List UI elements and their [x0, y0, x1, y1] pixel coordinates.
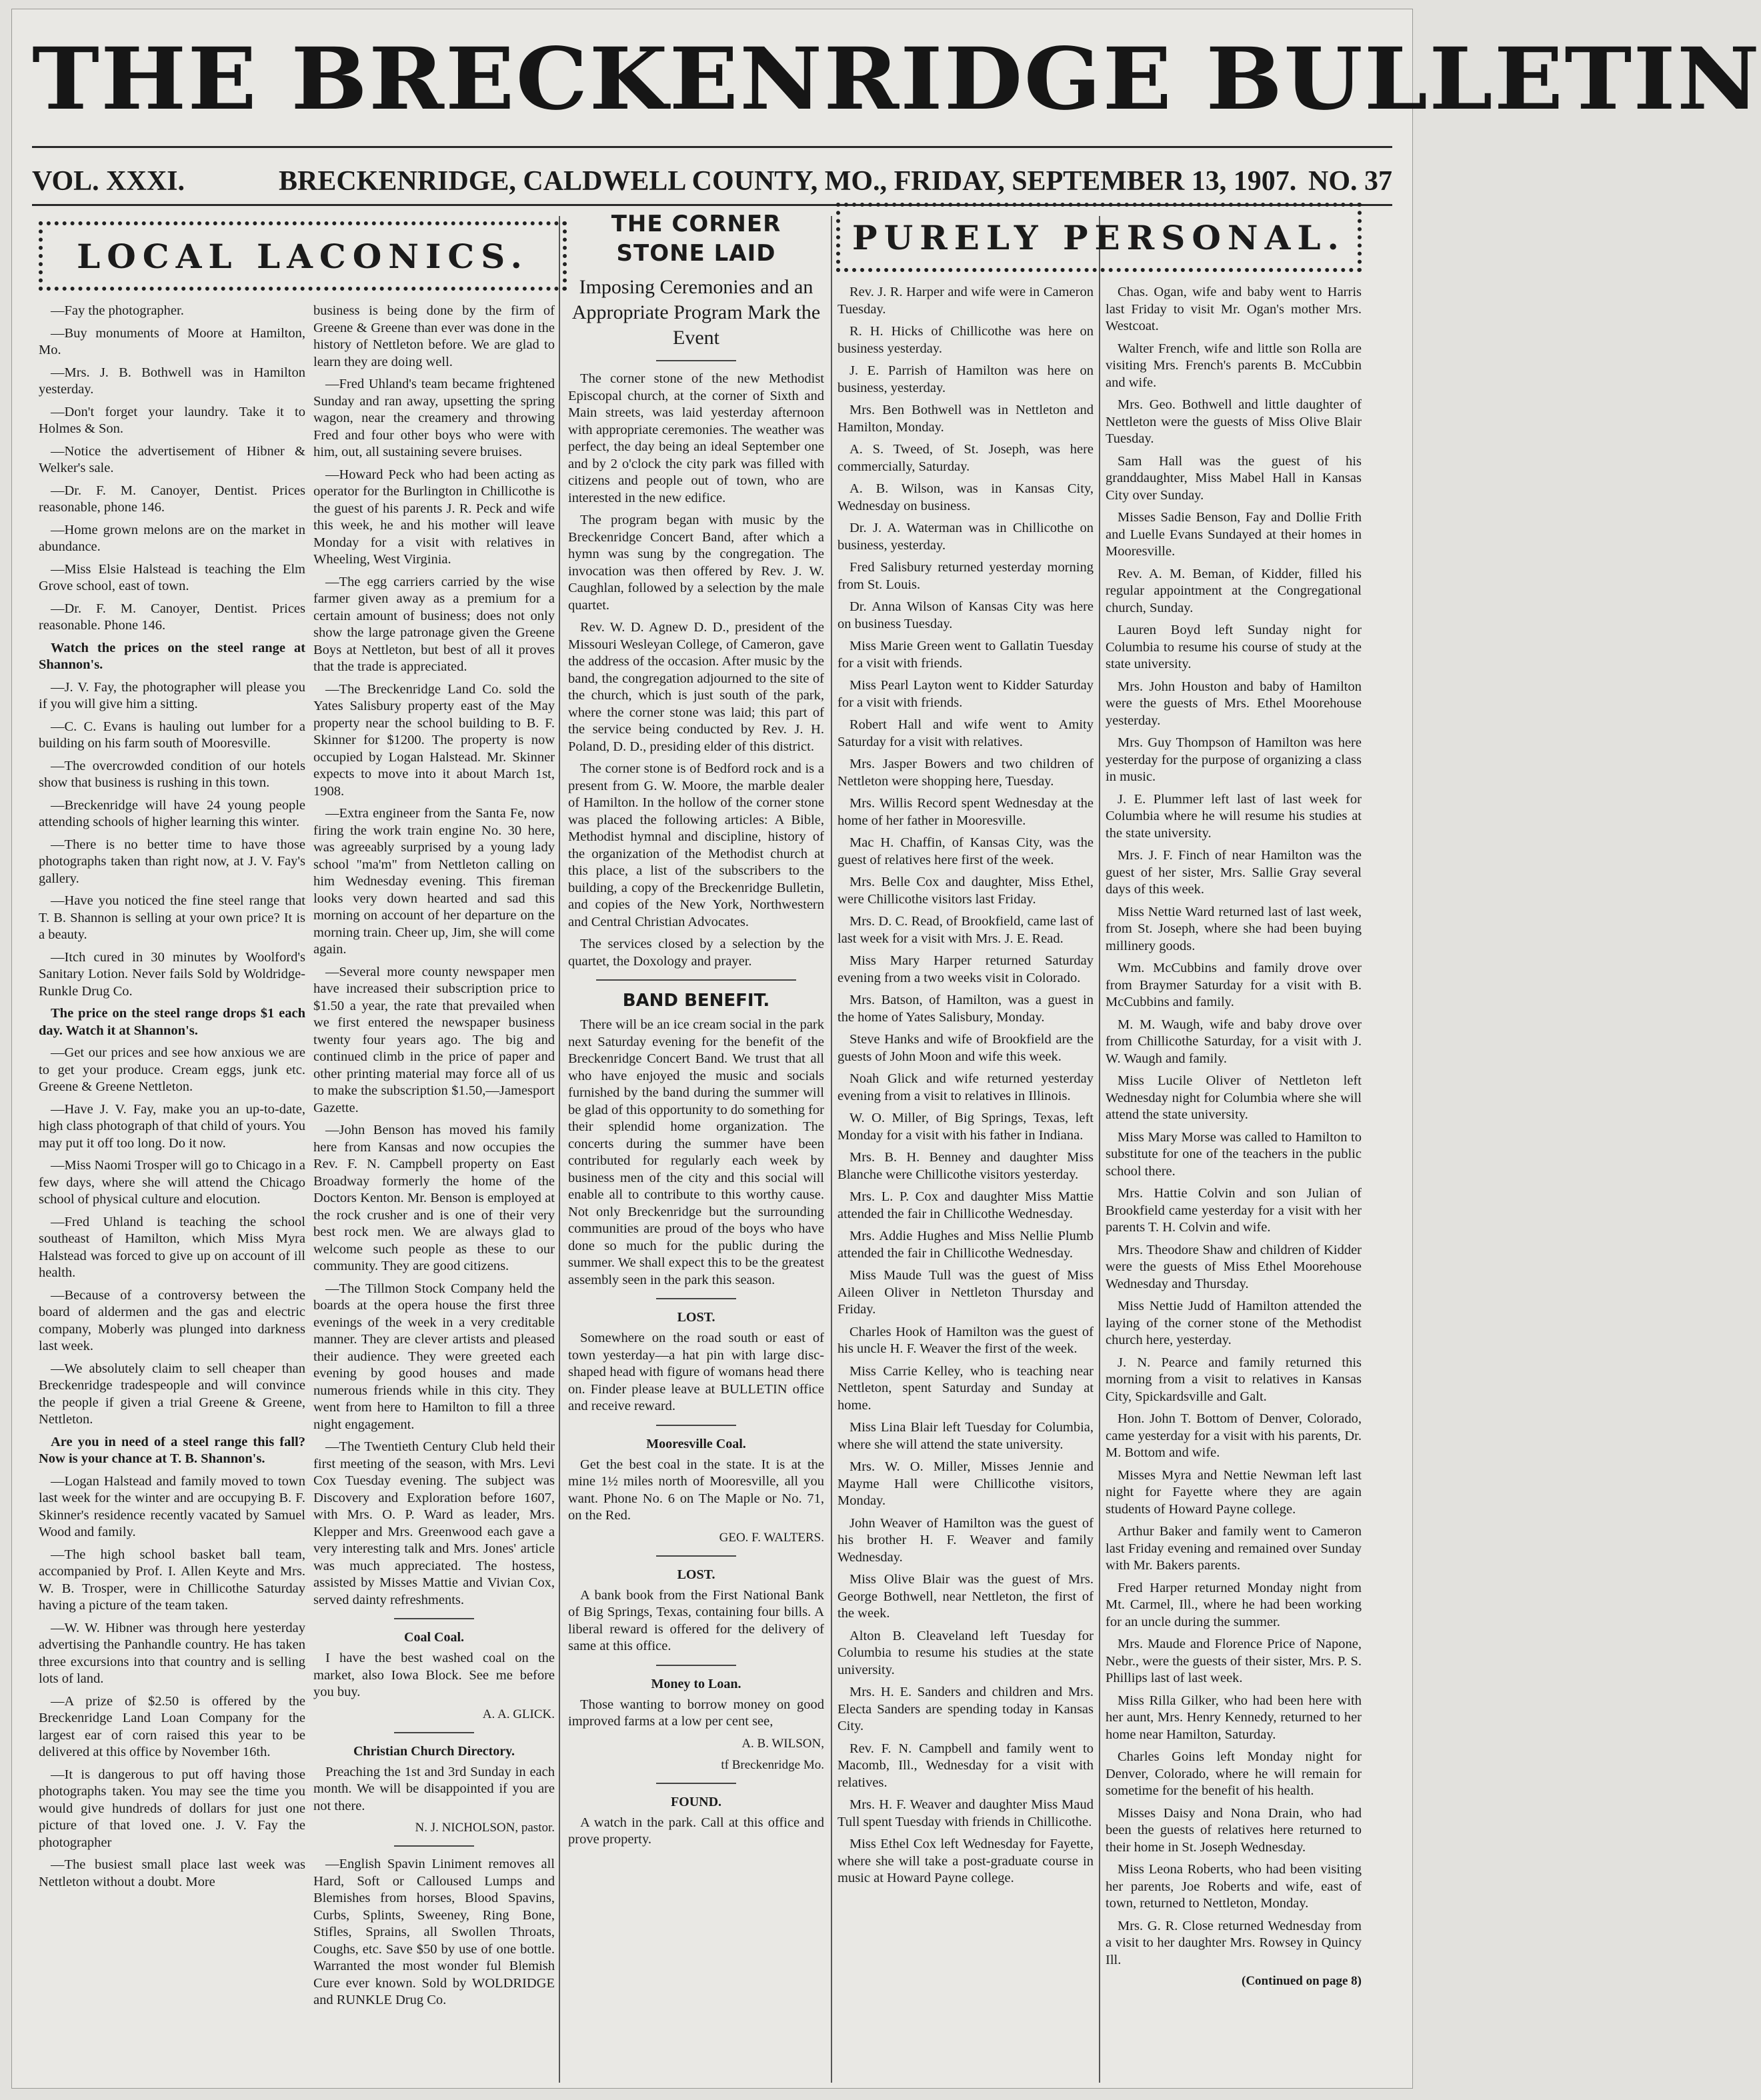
personal-item: Mrs. Jasper Bowers and two children of Nettleton were shopping here, Tuesday. [837, 757, 1094, 789]
personal-item: Wm. McCubbins and family drove over from Braymer Saturday for a visit with B. McCubbins and family. [1106, 961, 1362, 1009]
news-item: —The high school basket ball team, accompanied by Prof. I. Allen Keyte and Mrs. W. B. Trosper, were in Chillicothe Saturday having a picture of the team taken. [39, 1547, 305, 1613]
personal-item: Mrs. W. O. Miller, Misses Jennie and Mayme Hall were Chillicothe visitors, Monday. [837, 1459, 1094, 1508]
personal-item: Miss Pearl Layton went to Kidder Saturday for a visit with friends. [837, 678, 1094, 710]
column-local-laconics-1 [39, 303, 305, 2076]
personal-item: Fred Harper returned Monday night from Mt. Carmel, Ill., where he had been working for an uncle during the summer. [1106, 1580, 1362, 1629]
money-to-loan-heading: Money to Loan. [651, 1676, 741, 1691]
corner-stone-deck: Imposing Ceremonies and an Appropriate Program Mark the Event [571, 276, 821, 349]
news-item: —Home grown melons are on the market in abundance. [39, 522, 305, 554]
divider [656, 360, 736, 361]
column-rule [831, 216, 832, 2083]
news-item: —It is dangerous to put off having those photographs taken. You may see the time you would give hundreds of dollars for just one picture of that loved one. J. V. Fay the photographer [39, 1767, 305, 1850]
shannon-ad: The price on the steel range drops $1 each day. Watch it at Shannon's. [39, 1006, 305, 1038]
personal-item: M. M. Waugh, wife and baby drove over from Chillicothe Saturday, for a visit with J. W. Waugh and family. [1106, 1017, 1362, 1066]
lost-text: A bank book from the First National Bank of Big Springs, Texas, containing four bills. A liberal reward is offered for the delivery of same at this office. [568, 1587, 824, 1653]
personal-item: Walter French, wife and little son Rolla are visiting Mrs. French's parents B. McCubbin and wife. [1106, 341, 1362, 390]
divider [394, 1618, 474, 1619]
personal-item: Robert Hall and wife went to Amity Saturday for a visit with relatives. [837, 717, 1094, 749]
news-item: —The overcrowded condition of our hotels show that business is rushing in this town. [39, 758, 305, 790]
personal-item: Mrs. Maude and Florence Price of Napone, Nebr., were the guests of their sister, Mrs. P. S. Phillips last of last week. [1106, 1637, 1362, 1685]
personal-item: Sam Hall was the guest of his granddaughter, Miss Mabel Hall in Kansas City over Sunday. [1106, 453, 1362, 503]
personal-item: Hon. John T. Bottom of Denver, Colorado, came yesterday for a visit with his parents, Dr. M. Bottom and wife. [1106, 1411, 1362, 1460]
personal-item: W. O. Miller, of Big Springs, Texas, left Monday for a visit with his father in Indiana. [837, 1111, 1094, 1143]
personal-item: Dr. Anna Wilson of Kansas City was here on business Tuesday. [837, 599, 1094, 631]
article-paragraph: The corner stone of the new Methodist Episcopal church, at the corner of Sixth and Main streets, was laid yesterday afternoon with appropriate ceremonies. The weather was perfect, the day being an ideal September one and by 2 o'clock the city park was filled with citizens and people out of town, who are interested in the new edifice. [568, 371, 824, 505]
personal-item: Misses Daisy and Nona Drain, who had been the guests of relatives here returned to their home in St. Joseph Wednesday. [1106, 1805, 1362, 1855]
personal-item: Mrs. Geo. Bothwell and little daughter of Nettleton were the guests of Miss Olive Blair Tuesday. [1106, 397, 1362, 446]
personal-item: Rev. F. N. Campbell and family went to Macomb, Ill., Wednesday for a visit with relatives. [837, 1741, 1094, 1790]
news-item: —Logan Halstead and family moved to town last week for the winter and are occupying B. F. Skinner's residence recently vacated by Samuel Wood and family. [39, 1473, 305, 1539]
personal-item: Miss Marie Green went to Gallatin Tuesday for a visit with friends. [837, 639, 1094, 671]
personal-item: Miss Lucile Oliver of Nettleton left Wednesday night for Columbia where she will attend the state university. [1106, 1073, 1362, 1122]
news-item: —The busiest small place last week was Nettleton without a doubt. More [39, 1857, 305, 1889]
news-item: —Dr. F. M. Canoyer, Dentist. Prices reasonable, phone 146. [39, 483, 305, 515]
personal-item: Mrs. B. H. Benney and daughter Miss Blanche were Chillicothe visitors yesterday. [837, 1150, 1094, 1182]
mooresville-coal-text: Get the best coal in the state. It is at the mine 1½ miles north of Mooresville, all you want. Phone No. 6 on The Maple or No. 71, on the Red. [568, 1457, 824, 1523]
news-item: —Have J. V. Fay, make you an up-to-date, high class photograph of that child of yours. You may put it off too long. Do it now. [39, 1101, 305, 1151]
personal-item: Lauren Boyd left Sunday night for Columbia to resume his course of study at the state university. [1106, 623, 1362, 671]
mooresville-coal-signature: GEO. F. WALTERS. [719, 1530, 824, 1545]
shannon-ad: Are you in need of a steel range this fall? Now is your chance at T. B. Shannon's. [39, 1434, 305, 1466]
news-item: —Buy monuments of Moore at Hamilton, Mo. [39, 325, 305, 357]
band-benefit-heading: BAND BENEFIT. [622, 991, 770, 1011]
masthead-title: THE BRECKENRIDGE BULLETIN [32, 29, 1761, 129]
news-item: —Have you noticed the fine steel range that T. B. Shannon is selling at your own price? It is a beauty. [39, 893, 305, 942]
news-item: —Mrs. J. B. Bothwell was in Hamilton yesterday. [39, 365, 305, 397]
personal-item: Alton B. Cleaveland left Tuesday for Columbia to resume his studies at the state university. [837, 1628, 1094, 1677]
church-directory-signature: N. J. NICHOLSON, pastor. [415, 1821, 555, 1835]
personal-item: Mrs. Guy Thompson of Hamilton was here yesterday for the purpose of organizing a class in music. [1106, 735, 1362, 784]
found-text: A watch in the park. Call at this office and prove property. [568, 1815, 824, 1847]
personal-item: Fred Salisbury returned yesterday morning from St. Louis. [837, 560, 1094, 592]
issue-number: NO. 37 [1308, 166, 1392, 197]
news-item: —Miss Elsie Halstead is teaching the Elm Grove school, east of town. [39, 561, 305, 593]
church-directory-heading: Christian Church Directory. [353, 1743, 515, 1759]
personal-item: J. E. Parrish of Hamilton was here on business, yesterday. [837, 363, 1094, 395]
personal-item: Mrs. Ben Bothwell was in Nettleton and Hamilton, Monday. [837, 403, 1094, 435]
news-item: —Because of a controversy between the board of aldermen and the gas and electric company, Moberly was plunged into darkness last week. [39, 1287, 305, 1353]
personal-item: Mac H. Chaffin, of Kansas City, was the guest of relatives here first of the week. [837, 835, 1094, 867]
lost-text: Somewhere on the road south or east of town yesterday—a hat pin with large disc-shaped head with figure of womans head there on. Finder please leave at BULLETIN office and receive reward. [568, 1331, 824, 1413]
article-paragraph: The services closed by a selection by the quartet, the Doxology and prayer. [568, 937, 824, 969]
personal-item: Mrs. H. E. Sanders and children and Mrs. Electa Sanders are spending today in Kansas City. [837, 1685, 1094, 1733]
personal-item: Misses Myra and Nettie Newman left last night for Fayette where they are again students of Howard Payne college. [1106, 1467, 1362, 1517]
news-item: —W. W. Hibner was through here yesterday advertising the Panhandle country. He has taken three excursions into that country and is selling lots of land. [39, 1620, 305, 1686]
news-item: —Breckenridge will have 24 young people attending schools of higher learning this winter. [39, 797, 305, 829]
news-item: —John Benson has moved his family here from Kansas and now occupies the Rev. F. N. Campbell property on East Broadway formerly the home of the Doctors Kenton. Mr. Benson is employed at the rock crusher and is one of their very best rock men. We are always glad to welcome such people as these to our community. They are good citizens. [313, 1123, 555, 1273]
personal-item: Misses Sadie Benson, Fay and Dollie Frith and Luelle Evans Sundayed at their homes in Mooresville. [1106, 510, 1362, 559]
article-paragraph: The corner stone is of Bedford rock and is a present from G. W. Moore, the marble dealer of Hamilton. In the hollow of the corner stone was placed the following articles: A Bible, Methodist hymnal and discipline, history of the organization of the Methodist church at this place, a list of the subscribers to the building, a copy of the Breckenridge Bulletin, and copies of the New York, Northwestern and Central Christian Advocates. [568, 761, 824, 929]
personal-item: Charles Hook of Hamilton was the guest of his uncle H. F. Weaver the first of the week. [837, 1324, 1094, 1356]
personal-item: Miss Leona Roberts, who had been visiting her parents, Joe Roberts and wife, east of town, returned to Nettleton, Monday. [1106, 1862, 1362, 1911]
divider [596, 979, 796, 981]
column-purely-personal-2 [1106, 284, 1362, 2077]
personal-item: Noah Glick and wife returned yesterday evening from a visit to relatives in Illinois. [837, 1071, 1094, 1103]
personal-item: Mrs. Addie Hughes and Miss Nellie Plumb attended the fair in Chillicothe Wednesday. [837, 1229, 1094, 1261]
news-item: —Extra engineer from the Santa Fe, now firing the work train engine No. 30 here, was agreeably surprised by a young lady school "ma'm" from Nettleton calling on him Wednesday evening. This fireman looks very down hearted and sad this morning on account of her departure on the morning train. Cheer up, Jim, she will come again. [313, 806, 555, 957]
column-rule [1099, 216, 1100, 2083]
news-item: business is being done by the firm of Greene & Greene than ever was done in the history of Nettleton before. We are glad to learn they are doing well. [313, 303, 555, 369]
continued-notice: (Continued on page 8) [1242, 1974, 1362, 1988]
personal-item: Mrs. Belle Cox and daughter, Miss Ethel, were Chillicothe visitors last Friday. [837, 875, 1094, 907]
personal-item: Miss Nettie Ward returned last of last week, from St. Joseph, where she had been buying millinery goods. [1106, 904, 1362, 953]
shannon-ad: Watch the prices on the steel range at Shannon's. [39, 640, 305, 672]
personal-item: Miss Rilla Gilker, who had been here with her aunt, Mrs. Henry Kennedy, returned to her home near Hamilton, Saturday. [1106, 1693, 1362, 1742]
personal-item: A. B. Wilson, was in Kansas City, Wednesday on business. [837, 481, 1094, 513]
divider [656, 1783, 736, 1784]
news-item: —J. V. Fay, the photographer will please you if you will give him a sitting. [39, 679, 305, 711]
personal-item: John Weaver of Hamilton was the guest of his brother H. F. Weaver and family Wednesday. [837, 1515, 1094, 1565]
masthead-rule-top [32, 146, 1392, 148]
personal-item: Miss Maude Tull was the guest of Miss Aileen Oliver in Nettleton Thursday and Friday. [837, 1268, 1094, 1317]
column-corner-stone [568, 209, 824, 2076]
personal-item: Rev. J. R. Harper and wife were in Cameron Tuesday. [837, 285, 1094, 317]
news-item: —The Tillmon Stock Company held the boards at the opera house the first three evenings of the week in a very creditable manner. They are clever artists and pleased their audience. They were greeted each evening by good houses and made numerous friends while in this city. They went from here to Hamilton to fill a three night engagement. [313, 1281, 555, 1432]
local-laconics-header: LOCAL LACONICS. [39, 221, 567, 291]
money-to-loan-signature: A. B. WILSON, [741, 1736, 824, 1751]
news-item: —Notice the advertisement of Hibner & Welker's sale. [39, 443, 305, 475]
money-to-loan-text: Those wanting to borrow money on good improved farms at a low per cent see, [568, 1697, 824, 1729]
found-heading: FOUND. [670, 1794, 722, 1809]
news-item: —Fred Uhland is teaching the school southeast of Hamilton, which Miss Myra Halstead was forced to give up on account of ill health. [39, 1214, 305, 1280]
personal-item: Miss Lina Blair left Tuesday for Columbia, where she will attend the state university. [837, 1420, 1094, 1452]
news-item: —Dr. F. M. Canoyer, Dentist. Prices reasonable. Phone 146. [39, 601, 305, 633]
personal-item: Mrs. Hattie Colvin and son Julian of Brookfield came yesterday for a visit with her parents T. H. Colvin and wife. [1106, 1186, 1362, 1235]
article-paragraph: The program began with music by the Breckenridge Concert Band, after which a hymn was sung by the congregation. The invocation was then offered by Rev. J. W. Caughlan, followed by a selection by the male quartet. [568, 513, 824, 613]
divider [656, 1425, 736, 1426]
corner-stone-headline: THE CORNER STONE LAID [611, 211, 781, 267]
mooresville-coal-heading: Mooresville Coal. [646, 1436, 746, 1451]
personal-item: J. E. Plummer left last of last week for Columbia where he will resume his studies at the state university. [1106, 791, 1362, 841]
personal-item: Miss Olive Blair was the guest of Mrs. George Bothwell, near Nettleton, the first of the week. [837, 1572, 1094, 1621]
news-item: —Fred Uhland's team became frightened Sunday and ran away, upsetting the spring wagon, near the creamery and throwing Fred and four other boys who were with him, out, all sustaining severe bruises. [313, 377, 555, 459]
news-item: —Howard Peck who had been acting as operator for the Burlington in Chillicothe is the guest of his parents J. R. Peck and wife this week, he and his mother will leave Monday for a visit with relatives in Wheeling, West Virginia. [313, 467, 555, 567]
personal-item: Steve Hanks and wife of Brookfield are the guests of John Moon and wife this week. [837, 1032, 1094, 1064]
column-purely-personal-1 [837, 284, 1094, 2077]
personal-item: Miss Mary Harper returned Saturday evening from a two weeks visit in Colorado. [837, 953, 1094, 985]
personal-item: Mrs. Theodore Shaw and children of Kidder were the guests of Miss Ethel Moorehouse Wednesday and Thursday. [1106, 1242, 1362, 1291]
personal-item: R. H. Hicks of Chillicothe was here on business yesterday. [837, 324, 1094, 356]
coal-ad-text: I have the best washed coal on the market, also Iowa Block. See me before you buy. [313, 1651, 555, 1699]
personal-item: Mrs. Willis Record spent Wednesday at the home of her father in Mooresville. [837, 796, 1094, 828]
news-item: —Don't forget your laundry. Take it to Holmes & Son. [39, 404, 305, 436]
news-item: —We absolutely claim to sell cheaper than Breckenridge tradespeople and will convince the people if given a trial Greene & Greene, Nettleton. [39, 1361, 305, 1427]
coal-ad-signature: A. A. GLICK. [482, 1707, 555, 1721]
lost-heading: LOST. [677, 1310, 715, 1325]
volume-number: VOL. XXXI. [32, 166, 185, 197]
personal-item: Mrs. H. F. Weaver and daughter Miss Maud Tull spent Tuesday with friends in Chillicothe. [837, 1797, 1094, 1829]
news-item: —A prize of $2.50 is offered by the Breckenridge Land Loan Company for the largest ear of corn raised this year to be delivered at this office by November 16th. [39, 1693, 305, 1759]
news-item: —Several more county newspaper men have increased their subscription price to $1.50 a year, the rate that prevailed when we first entered the newspaper business twenty four years ago. The big and continued climb in the price of paper and other printing material may force all of us to make the subscription $1.50,—Jamesport Gazette. [313, 964, 555, 1115]
band-benefit-text: There will be an ice cream social in the park next Saturday evening for the benefit of the Breckenridge Concert Band. We trust that all who have enjoyed the music and socials furnished by the band during the summer will be glad of this opportunity to do something for their splendid home organization. The concerts during the summer have been contributed for regularly each week by business men of the city and this social will enable all to contribute to this worthy cause. Not only Breckenridge but the surrounding communities are proud of the boys who have done so much for the public during the summer. We shall expect this to be the greatest assembly seen in the park this season. [568, 1017, 824, 1287]
personal-item: Miss Ethel Cox left Wednesday for Fayette, where she will take a post-graduate course in music at Howard Payne college. [837, 1837, 1094, 1885]
personal-item: Miss Carrie Kelley, who is teaching near Nettleton, spent Saturday and Sunday at home. [837, 1363, 1094, 1413]
news-item: —Miss Naomi Trosper will go to Chicago in a few days, where she will attend the Chicago school of physical culture and elocution. [39, 1158, 305, 1207]
purely-personal-header: PURELY PERSONAL. [836, 203, 1362, 272]
news-item: —Get our prices and see how anxious we are to get your produce. Cream eggs, junk etc. Greene & Greene Nettleton. [39, 1045, 305, 1094]
place-and-date: BRECKENRIDGE, CALDWELL COUNTY, MO., FRIDAY, SEPTEMBER 13, 1907. [279, 166, 1297, 197]
news-item: —The Breckenridge Land Co. sold the Yates Salisbury property east of the May property near the school building to B. F. Skinner for $1200. The property is now occupied by Logan Halstead. Mr. Skinner expects to move into it about March 1st, 1908. [313, 681, 555, 799]
personal-item: Mrs. Batson, of Hamilton, was a guest in the home of Yates Salisbury, Monday. [837, 993, 1094, 1025]
personal-item: Charles Goins left Monday night for Denver, Colorado, where he will remain for sometime for the benefit of his health. [1106, 1749, 1362, 1798]
news-item: —There is no better time to have those photographs taken than right now, at J. V. Fay's gallery. [39, 837, 305, 886]
lost-heading: LOST. [677, 1567, 715, 1582]
newspaper-page [12, 9, 1761, 2088]
divider [656, 1665, 736, 1666]
personal-item: Mrs. D. C. Read, of Brookfield, came last of last week for a visit with Mrs. J. E. Read. [837, 914, 1094, 946]
news-item: —Itch cured in 30 minutes by Woolford's Sanitary Lotion. Never fails Sold by Woldridge-Runkle Drug Co. [39, 949, 305, 999]
dateline [32, 163, 1392, 200]
personal-item: Dr. J. A. Waterman was in Chillicothe on business, yesterday. [837, 521, 1094, 553]
personal-item: Miss Mary Morse was called to Hamilton to substitute for one of the teachers in the public school there. [1106, 1129, 1362, 1179]
personal-item: Rev. A. M. Beman, of Kidder, filled his regular appointment at the Congregational church, Sunday. [1106, 566, 1362, 615]
column-local-laconics-2 [313, 303, 555, 2076]
personal-item: A. S. Tweed, of St. Joseph, was here commercially, Saturday. [837, 442, 1094, 474]
personal-item: Chas. Ogan, wife and baby went to Harris last Friday to visit Mr. Ogan's mother Mrs. Westcoat. [1106, 285, 1362, 333]
personal-item: Mrs. L. P. Cox and daughter Miss Mattie attended the fair in Chillicothe Wednesday. [837, 1189, 1094, 1221]
divider [394, 1845, 474, 1847]
personal-item: Arthur Baker and family went to Cameron last Friday evening and remained over Sunday with Mr. Bakers parents. [1106, 1524, 1362, 1573]
personal-item: Miss Nettie Judd of Hamilton attended the laying of the corner stone of the Methodist church here, yesterday. [1106, 1299, 1362, 1347]
personal-item: Mrs. John Houston and baby of Hamilton were the guests of Mrs. Ethel Moorehouse yesterday. [1106, 679, 1362, 728]
coal-ad-heading: Coal Coal. [404, 1630, 464, 1645]
personal-item: Mrs. G. R. Close returned Wednesday from a visit to her daughter Mrs. Rowsey in Quincy Ill. [1106, 1918, 1362, 1967]
news-item: —C. C. Evans is hauling out lumber for a building on his farm south of Mooresville. [39, 719, 305, 751]
article-paragraph: Rev. W. D. Agnew D. D., president of the Missouri Wesleyan College, of Cameron, gave the address of the occasion. After music by the band, the congregation adjourned to the site of the church, which is just south of the park, where the corner stone was laid; this part of the service being conducted by Rev. J. H. Poland, D. D., presiding elder of this district. [568, 620, 824, 754]
divider [656, 1555, 736, 1557]
column-rule [559, 216, 560, 2083]
personal-item: J. N. Pearce and family returned this morning from a visit to relatives in Kansas City, Spickardsville and Galt. [1106, 1355, 1362, 1404]
church-directory-text: Preaching the 1st and 3rd Sunday in each month. We will be disappointed if you are not there. [313, 1764, 555, 1813]
spavin-liniment-ad: —English Spavin Liniment removes all Hard, Soft or Calloused Lumps and Blemishes from horses, Blood Spavins, Curbs, Splints, Sweeney, Ring Bone, Stifles, Sprains, all Swollen Throats, Coughs, etc. Save $50 by use of one bottle. Warranted the most wonder ful Blemish Cure ever known. Sold by WOLDRIDGE and RUNKLE Drug Co. [313, 1857, 555, 2007]
news-item: —Fay the photographer. [51, 303, 184, 318]
personal-item: Mrs. J. F. Finch of near Hamilton was the guest of her sister, Mrs. Sallie Gray several days of this week. [1106, 848, 1362, 897]
news-item: —The Twentieth Century Club held their first meeting of the season, with Mrs. Levi Cox Tuesday evening. The subject was Discovery and Exploration before 1607, with Mrs. O. P. Ward as leader, Mrs. Klepper and Mrs. Greenwood each gave a very interesting talk and Mrs. Jones' article was much appreciated. The hostess, assisted by Misses Mattie and Vivian Cox, served dainty refreshments. [313, 1439, 555, 1607]
divider [656, 1298, 736, 1299]
money-to-loan-signature: tf Breckenridge Mo. [721, 1757, 824, 1772]
news-item: —The egg carriers carried by the wise farmer given away as a premium for a certain amount of business; does not only show the large patronage given the Greene Boys at Nettleton, but best of all it proves that the trade is appreciated. [313, 574, 555, 674]
divider [394, 1732, 474, 1733]
